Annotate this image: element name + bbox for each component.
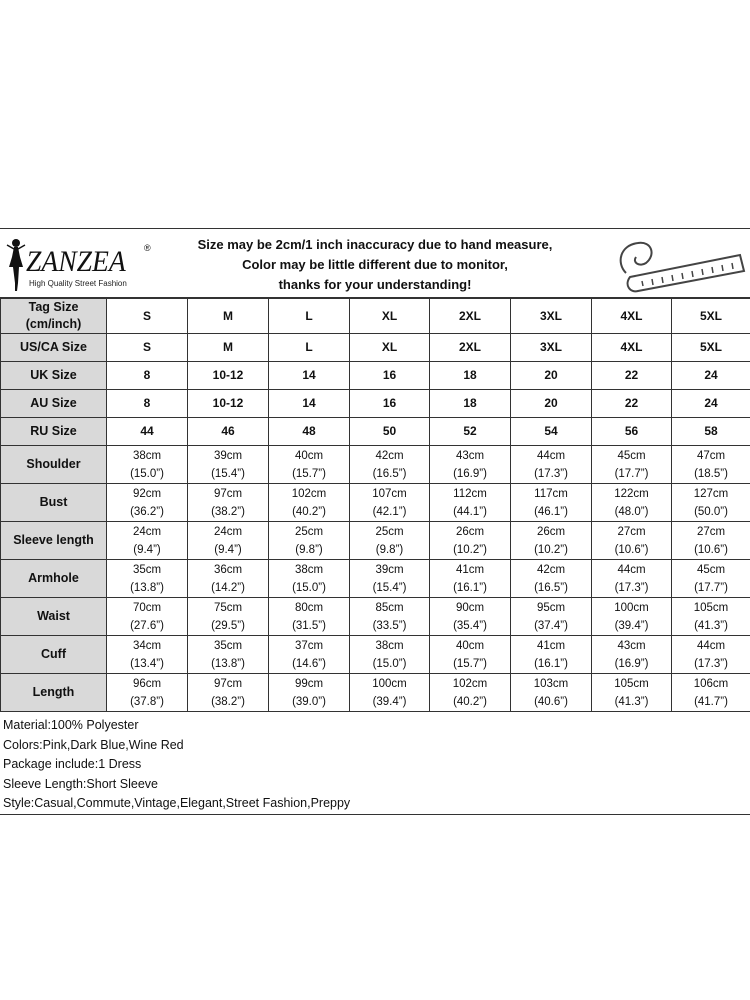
row-header: Armhole: [1, 560, 107, 598]
table-row: [1, 674, 750, 712]
size-cell: 14: [269, 362, 350, 390]
measurement-cm: 27cm: [617, 525, 646, 538]
measurement-cm: 25cm: [294, 525, 324, 538]
size-cell: 46: [188, 418, 269, 446]
size-cell: 22: [592, 362, 672, 390]
measurement-cm: 38cm: [375, 639, 404, 652]
measurement-inch: (37.4”): [534, 619, 568, 632]
measurement-cm: 40cm: [455, 639, 485, 652]
measurement-cm: 47cm: [696, 449, 726, 462]
measurement-cm: 25cm: [375, 525, 404, 538]
measurement-cell: [188, 560, 269, 598]
measurement-inch: (42.1”): [372, 505, 407, 518]
measurement-inch: (44.1”): [453, 505, 487, 518]
measurement-cm: 27cm: [696, 525, 726, 538]
size-cell: 4XL: [592, 334, 672, 362]
measurement-cell: [269, 674, 350, 712]
row-header: AU Size: [1, 390, 107, 418]
tag-size-label: Tag Size: [28, 300, 79, 314]
measurement-inch: (41.3”): [614, 695, 649, 708]
measurement-cell: [350, 522, 430, 560]
table-row: [1, 299, 750, 334]
measurement-inch: (27.6”): [130, 619, 164, 632]
detail-style: Style:Casual,Commute,Vintage,Elegant,Street Fashion,Preppy: [3, 796, 351, 810]
measurement-cell: [350, 484, 430, 522]
brand-tagline: High Quality Street Fashion: [29, 279, 127, 288]
measurement-inch: (15.0”): [292, 581, 326, 594]
measurement-inch: (16.1”): [453, 581, 487, 594]
size-cell: 8: [107, 390, 188, 418]
measurement-cell: [350, 446, 430, 484]
measurement-cm: 112cm: [453, 487, 487, 500]
measurement-cm: 99cm: [294, 677, 324, 690]
measurement-inch: (13.8”): [130, 581, 164, 594]
row-header: Sleeve length: [1, 522, 107, 560]
detail-sleeve-length: Sleeve Length:Short Sleeve: [3, 776, 158, 791]
brand-logo: [4, 237, 154, 293]
measurement-cell: [592, 636, 672, 674]
measurement-cell: [592, 522, 672, 560]
measurement-inch: (10.2”): [534, 543, 568, 556]
size-cell: 18: [430, 390, 511, 418]
measurement-cell: [269, 522, 350, 560]
measurement-cell: [672, 560, 750, 598]
measurement-cell: [430, 560, 511, 598]
measurement-inch: (48.0”): [614, 505, 649, 518]
measurement-cm: 42cm: [536, 563, 566, 576]
measurement-inch: (15.7”): [453, 657, 487, 670]
measurement-inch: (17.7”): [694, 581, 728, 594]
measurement-inch: (39.4”): [614, 619, 649, 632]
measurement-inch: (50.0”): [694, 505, 728, 518]
measurement-cm: 26cm: [536, 525, 566, 538]
measurement-cm: 34cm: [132, 639, 162, 652]
measurement-cm: 40cm: [294, 449, 324, 462]
measurement-cell: [188, 446, 269, 484]
measurement-cm: 103cm: [533, 677, 569, 690]
measurement-cm: 42cm: [375, 449, 404, 462]
measurement-cell: [350, 636, 430, 674]
measurement-cell: [592, 598, 672, 636]
measurement-cell: [430, 484, 511, 522]
measurement-cell: [188, 598, 269, 636]
measurement-cell: [430, 636, 511, 674]
measurement-inch: (31.5”): [292, 619, 326, 632]
size-chart-header: [0, 229, 750, 298]
detail-package: Package include:1 Dress: [3, 757, 142, 771]
size-cell: 18: [430, 362, 511, 390]
measurement-cm: 75cm: [213, 601, 243, 614]
measurement-cm: 92cm: [132, 487, 162, 500]
measurement-cell: [269, 560, 350, 598]
measurement-cell: [511, 484, 592, 522]
measurement-cell: [511, 636, 592, 674]
measurement-cm: 43cm: [455, 449, 485, 462]
measurement-cell: [430, 446, 511, 484]
measurement-inch: (35.4”): [453, 619, 487, 632]
tag-size-cell: S: [107, 299, 188, 334]
tag-size-cell: 3XL: [511, 299, 592, 334]
measurement-cm: 95cm: [536, 601, 566, 614]
measurement-cm: 70cm: [132, 601, 162, 614]
measurement-cell: [188, 636, 269, 674]
measurement-inch: (16.5”): [534, 581, 568, 594]
size-cell: XL: [350, 334, 430, 362]
measurement-inch: (14.2”): [211, 581, 245, 594]
measurement-cm: 24cm: [213, 525, 243, 538]
measurement-inch: (9.8”): [295, 543, 323, 556]
tag-size-cell: 2XL: [430, 299, 511, 334]
measurement-cm: 100cm: [372, 677, 407, 690]
measurement-cm: 44cm: [696, 639, 726, 652]
measurement-cm: 39cm: [213, 449, 243, 462]
measurement-cm: 41cm: [455, 563, 485, 576]
row-header: RU Size: [1, 418, 107, 446]
measurement-cell: [107, 560, 188, 598]
measurement-cm: 44cm: [617, 563, 646, 576]
tag-size-cell: 4XL: [592, 299, 672, 334]
notice-line: thanks for your understanding!: [278, 277, 472, 292]
size-cell: 24: [672, 362, 750, 390]
registered-mark: ®: [144, 243, 151, 253]
measurement-cm: 127cm: [693, 487, 729, 500]
measurement-cm: 105cm: [693, 601, 729, 614]
measurement-cell: [430, 522, 511, 560]
measurement-cell: [269, 598, 350, 636]
measurement-cell: [430, 598, 511, 636]
measurement-notice: [190, 235, 560, 295]
measurement-cell: [592, 446, 672, 484]
measurement-inch: (16.9”): [614, 657, 649, 670]
size-cell: 3XL: [511, 334, 592, 362]
measurement-cm: 41cm: [536, 639, 566, 652]
measurement-cm: 107cm: [372, 487, 407, 500]
measurement-cm: 102cm: [452, 677, 488, 690]
tag-size-cell: M: [188, 299, 269, 334]
measurement-cell: [511, 674, 592, 712]
measurement-cm: 35cm: [213, 639, 243, 652]
measurement-cm: 45cm: [696, 563, 726, 576]
measurement-cell: [188, 522, 269, 560]
size-cell: 20: [511, 362, 592, 390]
measurement-cell: [672, 636, 750, 674]
size-cell: 44: [107, 418, 188, 446]
table-row: [1, 418, 750, 446]
measurement-inch: (10.6”): [694, 543, 728, 556]
size-cell: 10-12: [188, 390, 269, 418]
measurement-inch: (39.0”): [292, 695, 326, 708]
measurement-inch: (17.3”): [694, 657, 728, 670]
size-chart-sheet: [0, 228, 750, 815]
measurement-cell: [592, 674, 672, 712]
measurement-inch: (41.7”): [694, 695, 728, 708]
size-cell: 16: [350, 362, 430, 390]
measurement-inch: (16.5”): [372, 467, 407, 480]
size-cell: 24: [672, 390, 750, 418]
measurement-cm: 85cm: [375, 601, 404, 614]
measurement-cm: 43cm: [617, 639, 646, 652]
measurement-cm: 97cm: [213, 677, 243, 690]
measurement-cm: 106cm: [693, 677, 729, 690]
measurement-cm: 96cm: [132, 677, 162, 690]
size-cell: 20: [511, 390, 592, 418]
measurement-cell: [672, 484, 750, 522]
measurement-cell: [269, 484, 350, 522]
row-header: UK Size: [1, 362, 107, 390]
tag-size-cell: L: [269, 299, 350, 334]
measurement-inch: (13.8”): [211, 657, 245, 670]
measurement-inch: (41.3”): [694, 619, 728, 632]
measurement-cell: [188, 674, 269, 712]
measurement-cm: 26cm: [455, 525, 485, 538]
size-cell: 52: [430, 418, 511, 446]
tag-size-unit-label: (cm/inch): [25, 317, 82, 331]
measurement-inch: (40.2”): [292, 505, 326, 518]
measurement-inch: (16.9”): [453, 467, 487, 480]
measurement-cell: [107, 446, 188, 484]
measurement-cm: 35cm: [132, 563, 162, 576]
size-cell: 48: [269, 418, 350, 446]
table-row: [1, 390, 750, 418]
detail-colors: Colors:Pink,Dark Blue,Wine Red: [3, 737, 184, 752]
table-row: [1, 362, 750, 390]
measurement-cm: 102cm: [291, 487, 327, 500]
size-table: [0, 298, 750, 712]
measurement-inch: (15.7”): [292, 467, 326, 480]
measurement-cell: [350, 560, 430, 598]
measurement-inch: (33.5”): [372, 619, 407, 632]
table-row: [1, 334, 750, 362]
measurement-cell: [107, 484, 188, 522]
measurement-cell: [672, 522, 750, 560]
measurement-cell: [269, 636, 350, 674]
notice-line: Size may be 2cm/1 inch inaccuracy due to hand measure,: [197, 237, 553, 252]
measurement-inch: (38.2”): [211, 505, 245, 518]
measurement-cm: 24cm: [132, 525, 162, 538]
measurement-inch: (10.6”): [614, 543, 649, 556]
size-cell: 54: [511, 418, 592, 446]
measurement-cell: [511, 598, 592, 636]
table-row: [1, 522, 750, 560]
measurement-inch: (40.2”): [453, 695, 487, 708]
size-cell: L: [269, 334, 350, 362]
table-row: [1, 560, 750, 598]
size-cell: S: [107, 334, 188, 362]
measurement-inch: (15.0”): [130, 467, 164, 480]
measurement-inch: (9.8”): [375, 543, 404, 556]
table-row: [1, 598, 750, 636]
row-header: Waist: [1, 598, 107, 636]
measurement-cell: [592, 560, 672, 598]
row-header: Cuff: [1, 636, 107, 674]
size-cell: 50: [350, 418, 430, 446]
measurement-inch: (17.3”): [614, 581, 649, 594]
measurement-cell: [107, 674, 188, 712]
table-row: [1, 636, 750, 674]
measurement-cell: [350, 598, 430, 636]
measurement-cell: [430, 674, 511, 712]
measurement-inch: (14.6”): [292, 657, 326, 670]
measurement-inch: (15.4”): [372, 581, 407, 594]
measurement-cell: [269, 446, 350, 484]
tag-size-cell: 5XL: [672, 299, 750, 334]
measurement-inch: (9.4”): [214, 543, 242, 556]
row-header: Bust: [1, 484, 107, 522]
measurement-cell: [107, 636, 188, 674]
measurement-cell: [350, 674, 430, 712]
measurement-inch: (9.4”): [133, 543, 161, 556]
measurement-inch: (18.5”): [694, 467, 728, 480]
measurement-inch: (38.2”): [211, 695, 245, 708]
measurement-cm: 36cm: [213, 563, 243, 576]
measurement-inch: (36.2”): [130, 505, 164, 518]
measurement-cell: [511, 446, 592, 484]
measurement-cm: 122cm: [614, 487, 649, 500]
notice-line: Color may be little different due to monitor,: [242, 257, 508, 272]
measurement-cell: [672, 674, 750, 712]
size-cell: 22: [592, 390, 672, 418]
size-cell: 14: [269, 390, 350, 418]
measurement-cm: 37cm: [294, 639, 324, 652]
measurement-cell: [188, 484, 269, 522]
measurement-inch: (10.2”): [453, 543, 487, 556]
measurement-cell: [592, 484, 672, 522]
measurement-inch: (13.4”): [130, 657, 164, 670]
measurement-cm: 39cm: [375, 563, 404, 576]
table-row: [1, 446, 750, 484]
tag-size-cell: XL: [350, 299, 430, 334]
measurement-inch: (29.5”): [211, 619, 245, 632]
measurement-inch: (15.4”): [211, 467, 245, 480]
measurement-cm: 45cm: [617, 449, 646, 462]
measurement-inch: (16.1”): [534, 657, 568, 670]
measurement-cm: 90cm: [455, 601, 485, 614]
row-header: [1, 299, 107, 334]
measurement-cell: [672, 446, 750, 484]
size-cell: 56: [592, 418, 672, 446]
measurement-inch: (39.4”): [372, 695, 407, 708]
measurement-cm: 80cm: [294, 601, 324, 614]
measurement-cell: [672, 598, 750, 636]
measurement-inch: (37.8”): [130, 695, 164, 708]
measurement-inch: (40.6”): [534, 695, 568, 708]
row-header: US/CA Size: [1, 334, 107, 362]
size-cell: 2XL: [430, 334, 511, 362]
measurement-cell: [107, 598, 188, 636]
measurement-inch: (17.3”): [534, 467, 568, 480]
measurement-cm: 38cm: [132, 449, 162, 462]
size-cell: 8: [107, 362, 188, 390]
measurement-cell: [511, 560, 592, 598]
measurement-cell: [107, 522, 188, 560]
size-cell: 5XL: [672, 334, 750, 362]
size-cell: 10-12: [188, 362, 269, 390]
measurement-cm: 44cm: [536, 449, 566, 462]
size-cell: 58: [672, 418, 750, 446]
measurement-cm: 117cm: [534, 487, 568, 500]
product-details: [0, 716, 750, 814]
row-header: Shoulder: [1, 446, 107, 484]
measurement-cm: 105cm: [614, 677, 649, 690]
detail-material: Material:100% Polyester: [3, 718, 139, 732]
measurement-cm: 97cm: [213, 487, 243, 500]
measuring-tape-icon: [612, 233, 748, 295]
measurement-cm: 100cm: [614, 601, 649, 614]
fashion-model-icon: [4, 237, 28, 291]
measurement-cm: 38cm: [294, 563, 324, 576]
size-cell: 16: [350, 390, 430, 418]
brand-name: ZANZEA: [26, 245, 126, 278]
measurement-inch: (17.7”): [614, 467, 649, 480]
measurement-cell: [511, 522, 592, 560]
table-row: [1, 484, 750, 522]
measurement-inch: (46.1”): [534, 505, 568, 518]
row-header: Length: [1, 674, 107, 712]
measurement-inch: (15.0”): [372, 657, 407, 670]
size-cell: M: [188, 334, 269, 362]
